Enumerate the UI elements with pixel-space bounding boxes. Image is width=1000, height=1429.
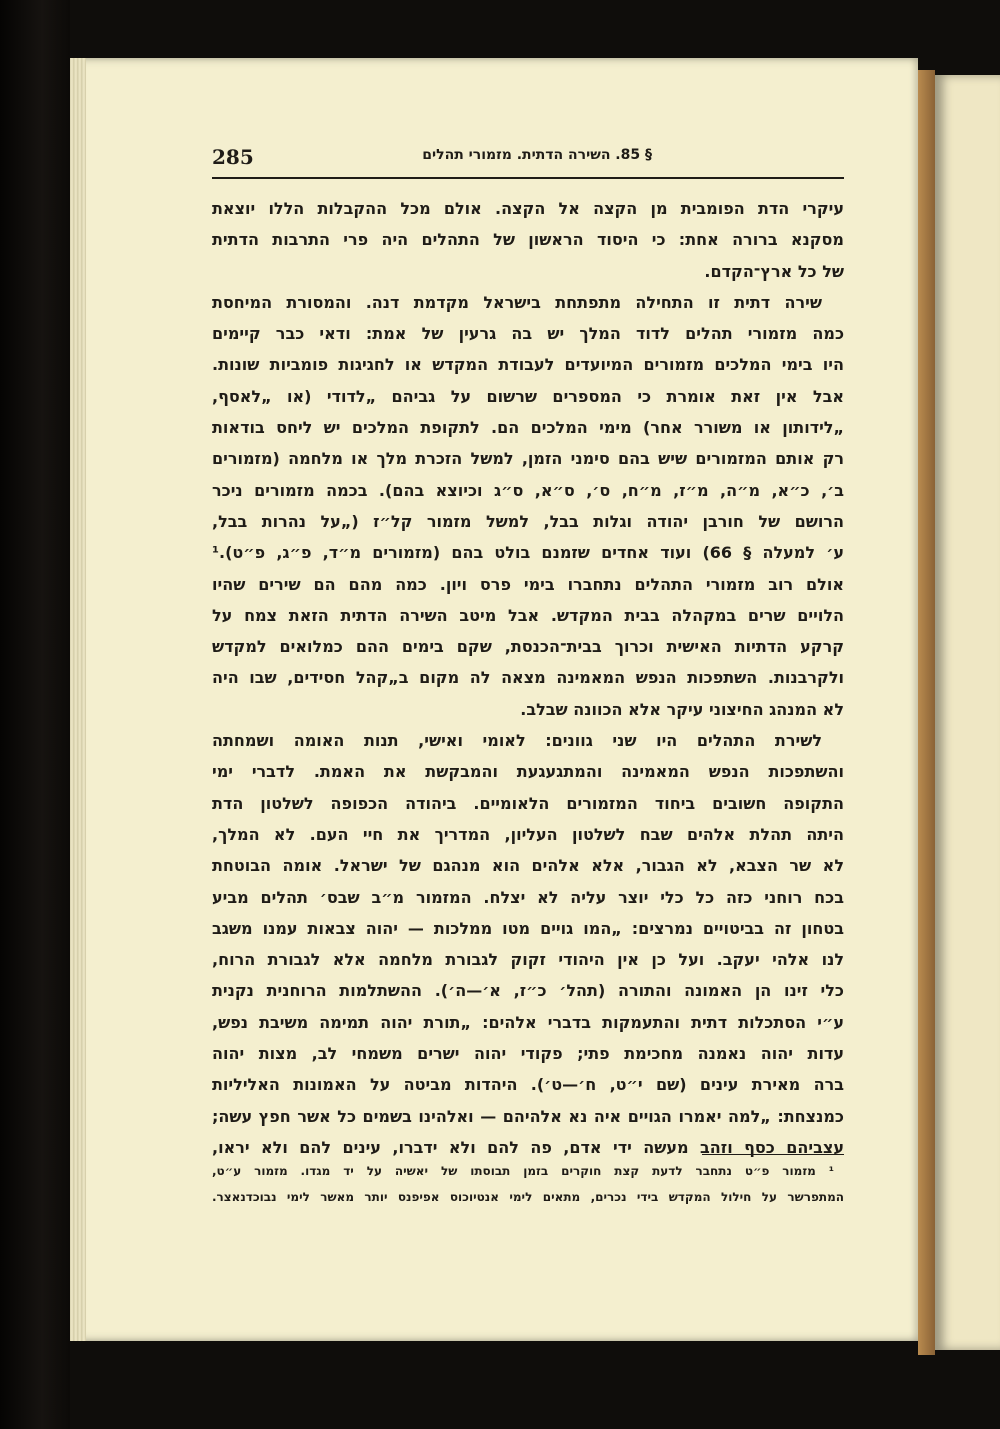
text-line: שירה דתית זו התחילה מתפתחת בישראל מקדמת דנה. והמסורת המיחסת xyxy=(212,292,822,312)
text-line: ע״י הסתכלות דתית והתעמקות בדברי אלהים: „תורת יהוה תמימה משיבת נפש, xyxy=(212,1012,844,1032)
text-line: אולם רוב מזמורי התהלים נתחברו בימי פרס ויון. כמה מהם הם שירים שהיו xyxy=(212,574,844,594)
text-line: כלי זינו הן האמונה והתורה (תהל׳ כ״ז, א׳—ה׳). ההשתלמות הרוחנית נקנית xyxy=(212,981,844,1001)
running-head: § 85. השירה הדתית. מזמורי תהלים xyxy=(422,147,652,163)
text-line: „לידותון או משורר אחר) מימי המלכים הם. לתקופת המלכים יש ליחס בודאות xyxy=(212,418,844,438)
body-text xyxy=(212,193,844,1163)
page-header xyxy=(212,143,844,179)
text-line: התקופה חשובים ביחוד המזמורים הלאומיים. ביהודה הכפופה לשלטון הדת xyxy=(212,793,844,813)
text-line: לא המנהג החיצוני עיקר אלא הכוונה שבלב. xyxy=(520,699,844,719)
text-line: מסקנא ברורה אחת: כי היסוד הראשון של התהלים היה פרי התרבות הדתית xyxy=(212,230,844,250)
text-line: עיקרי הדת הפומבית מן הקצה אל הקצה. אולם מכל ההקבלות הללו יוצאת xyxy=(212,199,844,218)
text-line: עצביהם כסף וזהב מעשה ידי אדם, פה להם ולא ידברו, עינים להם ולא יראו, xyxy=(212,1137,844,1157)
text-line: ב׳, כ״א, מ״ה, מ״ז, מ״ח, ס׳, ס״א, ס״ג וכיוצא בהם). בכמה מזמורים ניכר xyxy=(212,480,844,500)
footnotes xyxy=(212,1158,844,1210)
text-line: לשירת התהלים היו שני גוונים: לאומי ואישי, תנות האומה ושמחתה xyxy=(212,731,822,751)
text-line: היו בימי המלכים מזמורים המיועדים לעבודת המקדש או לחגיגות פומביות שונות. xyxy=(212,355,844,375)
book-gutter xyxy=(918,70,935,1355)
footnote-line: ¹ מזמור פ״ט נתחבר לדעת קצת חוקרים בזמן תבוסתו של יאשיה על יד מגדו. מזמור ע״ט, xyxy=(212,1164,834,1178)
page-stack-edge xyxy=(70,58,86,1341)
text-line: לא שר הצבא, לא הגבור, אלא אלהים הוא מנהגם של ישראל. אומה הבוטחת xyxy=(212,856,844,876)
text-line: והשתפכות הנפש המאמינה והמתגעגעת והמבקשת את האמת. לדברי ימי xyxy=(212,762,844,782)
book-spine-shadow xyxy=(0,0,70,1429)
footnote-rule xyxy=(702,1154,844,1155)
text-line: אבל אין זאת אומרת כי המספרים שרשום על גביהם „לדודי (או „לאסף, xyxy=(212,386,844,406)
text-line: בטחון זה בביטויים נמרצים: „המו גויים מטו ממלכות — יהוה צבאות עמנו משגב xyxy=(212,918,844,938)
page-number: 285 xyxy=(212,145,254,169)
text-line: ולקרבנות. השתפכות הנפש המאמינה מצאה לה מקום ב„קהל חסידים, שבו היה xyxy=(212,668,844,688)
text-line: עדות יהוה נאמנה מחכימת פתי; פקודי יהוה ישרים משמחי לב, מצות יהוה xyxy=(212,1044,844,1064)
text-line: היתה תהלת אלהים שבח לשלטון העליון, המדריך את חיי העם. לא המלך, xyxy=(212,824,844,844)
text-line: בכח רוחני כזה כל כלי יוצר עליה לא יצלח. המזמור מ״ב שבס׳ תהלים מביע xyxy=(212,887,844,907)
text-line: של כל ארץ־הקדם. xyxy=(704,261,844,281)
text-line: ע׳ למעלה § 66) ועוד אחדים שזמנם בולט בהם (מזמורים מ״ד, פ״ג, פ״ט).¹ xyxy=(212,543,844,563)
footnote-line: המתפרשר על חילול המקדש בידי נכרים, מתאים לימי אנטיוכוס אפיפנס יותר מאשר לימי נבוכדנאצר. xyxy=(212,1190,844,1204)
text-line: רק אותם המזמורים שיש בהם סימני הזמן, למשל הזכרת מלך או מלחמה (מזמורים xyxy=(212,449,844,469)
facing-page-edge xyxy=(935,75,1000,1350)
text-line: לנו אלהי יעקב. ועל כן אין היהודי זקוק לגבורת מלחמה אלא לגבורת הרוח, xyxy=(212,950,844,970)
text-line: כמה מזמורי תהלים לדוד המלך יש בה גרעין של אמת: ודאי כבר קיימים xyxy=(212,324,844,344)
text-line: הלויים שרים במקהלה בבית המקדש. אבל מיטב השירה הדתית הזאת צמח על xyxy=(212,605,844,625)
text-line: ברה מאירת עינים (שם י״ט, ח׳—ט׳). היהדות מביטה על האמונות האליליות xyxy=(212,1075,844,1095)
text-line: הרושם של חורבן יהודה וגלות בבל, למשל מזמור קל״ז („על נהרות בבל, xyxy=(212,511,844,531)
text-line: קרקע הדתיות האישית וכרוך בבית־הכנסת, שקם בימים ההם כמלואים למקדש xyxy=(212,637,844,657)
text-line: כמנצחת: „למה יאמרו הגויים איה נא אלהיהם — ואלהינו בשמים כל אשר חפץ עשה; xyxy=(212,1106,844,1126)
